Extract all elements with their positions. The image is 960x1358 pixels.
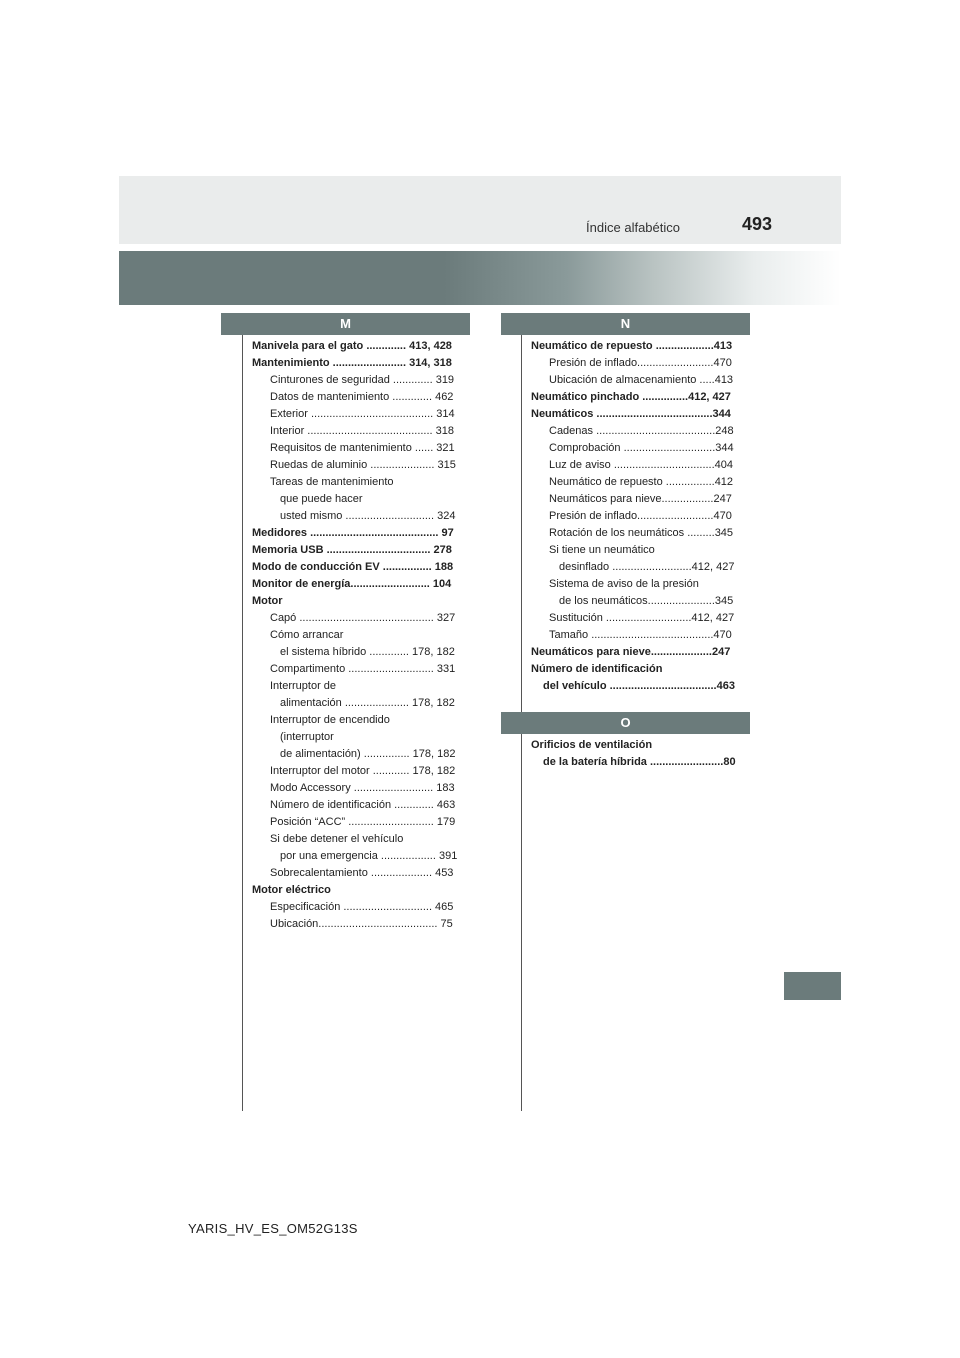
index-entry: de la batería híbrida ........................80 — [543, 756, 736, 768]
index-column-n — [531, 338, 750, 695]
section-title: Índice alfabético — [586, 220, 680, 235]
index-entry: Requisitos de mantenimiento ...... 321 — [270, 442, 455, 454]
index-entry: Ubicación de almacenamiento .....413 — [549, 374, 734, 386]
index-entry: Neumático de repuesto ...................413 — [531, 340, 733, 352]
index-entry: alimentación ..................... 178, 182 — [280, 697, 455, 709]
index-entry: Modo Accessory .......................... 183 — [270, 782, 455, 794]
index-entry: Monitor de energía.......................... 104 — [252, 578, 452, 590]
index-entry: Modo de conducción EV ................ 188 — [252, 561, 454, 573]
index-entry: Interruptor de — [270, 680, 337, 692]
letter-bar-m: M — [221, 313, 470, 335]
decorative-gradient-band — [119, 251, 841, 305]
index-entry: Datos de mantenimiento ............. 462 — [270, 391, 454, 403]
letter-bar-o: O — [501, 712, 750, 734]
index-entry: del vehículo ...................................463 — [543, 680, 735, 692]
index-entry: Cómo arrancar — [270, 629, 344, 641]
index-entry: Motor — [252, 595, 283, 607]
index-entry: Compartimento ............................ 331 — [270, 663, 456, 675]
index-entry: Luz de aviso .................................404 — [549, 459, 734, 471]
index-entry: Orificios de ventilación — [531, 739, 653, 751]
index-entry: Número de identificación ............. 463 — [270, 799, 456, 811]
index-entry: Neumáticos ......................................344 — [531, 408, 731, 420]
document-code: YARIS_HV_ES_OM52G13S — [188, 1221, 358, 1236]
index-entry: Posición “ACC” ............................ 179 — [270, 816, 456, 828]
index-entry: Motor eléctrico — [252, 884, 331, 896]
index-entry: Manivela para el gato ............. 413, 428 — [252, 340, 452, 352]
index-entry: usted mismo ............................. 324 — [280, 510, 456, 522]
index-entry: Si tiene un neumático — [549, 544, 655, 556]
index-entry: Sustitución ............................412, 427 — [549, 612, 735, 624]
index-thumb-tab — [784, 972, 841, 1000]
index-entry: Cinturones de seguridad ............. 319 — [270, 374, 455, 386]
index-entry: Rotación de los neumáticos .........345 — [549, 527, 734, 539]
index-entry: Sobrecalentamiento .................... 453 — [270, 867, 454, 879]
page-number: 493 — [742, 214, 773, 234]
index-entry: Neumáticos para nieve....................247 — [531, 646, 731, 658]
index-entry: Exterior ........................................ 314 — [270, 408, 455, 420]
index-entry: Comprobación ..............................344 — [549, 442, 734, 454]
index-entry: Mantenimiento ........................ 314, 318 — [252, 357, 452, 369]
index-entry: Número de identificación — [531, 663, 663, 675]
index-entry: el sistema híbrido ............. 178, 182 — [280, 646, 455, 658]
index-entry: Tareas de mantenimiento — [270, 476, 394, 488]
index-entry: de alimentación) ............... 178, 182 — [280, 748, 456, 760]
index-entry: Presión de inflado.........................470 — [549, 510, 732, 522]
index-entry: desinflado ..........................412, 427 — [559, 561, 735, 573]
index-entry: Interior ......................................... 318 — [270, 425, 455, 437]
index-entry: Memoria USB .................................. 278 — [252, 544, 452, 556]
index-entry: Capó ............................................ 327 — [270, 612, 456, 624]
index-entry: por una emergencia .................. 391 — [280, 850, 458, 862]
index-entry: Sistema de aviso de la presión — [549, 578, 699, 590]
index-entry: Tamaño ........................................470 — [549, 629, 732, 641]
index-entry: Ubicación....................................... 75 — [270, 918, 453, 930]
index-entry: de los neumáticos......................345 — [559, 595, 734, 607]
letter-bar-n: N — [501, 313, 750, 335]
index-entry: Neumático pinchado ...............412, 427 — [531, 391, 731, 403]
index-entry: que puede hacer — [280, 493, 363, 505]
index-entry: Interruptor del motor ............ 178, 182 — [270, 765, 456, 777]
index-column-m — [252, 338, 470, 933]
index-entry: Ruedas de aluminio ..................... 315 — [270, 459, 456, 471]
column-divider-left — [242, 335, 243, 1111]
index-column-o — [531, 737, 750, 771]
index-entry: Neumáticos para nieve.................247 — [549, 493, 732, 505]
index-entry: Interruptor de encendido — [270, 714, 390, 726]
index-entry: Cadenas .......................................248 — [549, 425, 734, 437]
index-entry: (interruptor — [280, 731, 334, 743]
index-entry: Si debe detener el vehículo — [270, 833, 404, 845]
index-entry: Medidores .......................................... 97 — [252, 527, 454, 539]
index-entry: Especificación ............................. 465 — [270, 901, 454, 913]
index-entry: Neumático de repuesto ................412 — [549, 476, 734, 488]
header-band — [119, 176, 841, 244]
index-entry: Presión de inflado.........................470 — [549, 357, 732, 369]
